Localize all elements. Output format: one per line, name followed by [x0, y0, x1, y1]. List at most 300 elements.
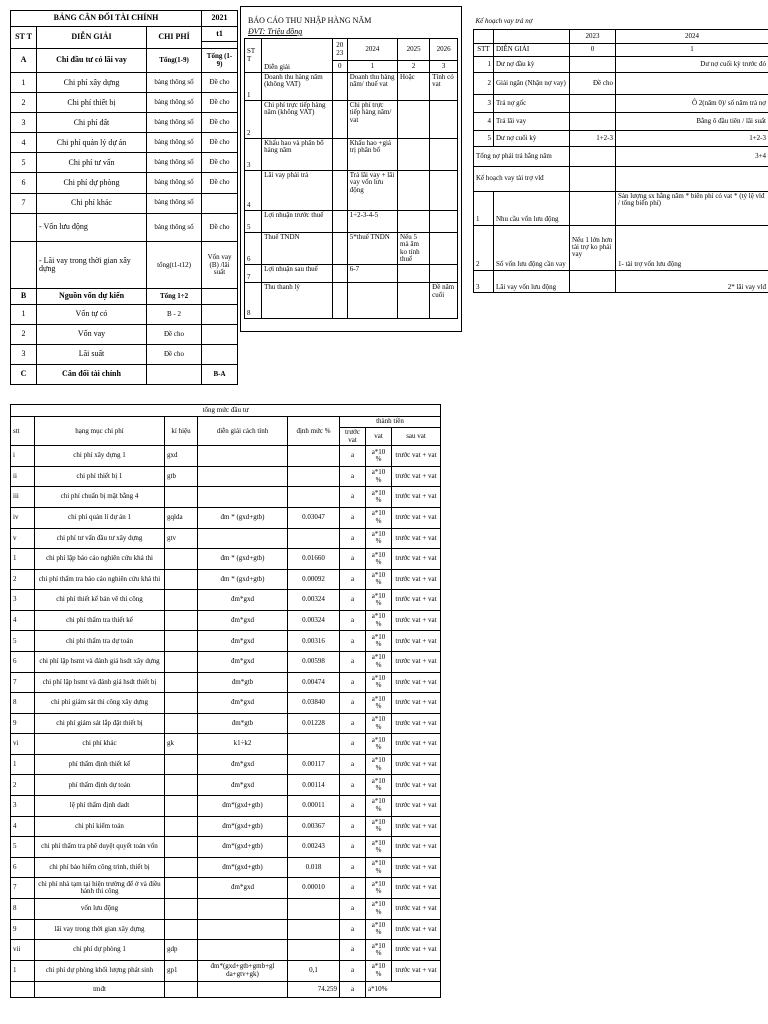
- loan-year-1: 2023: [570, 30, 616, 43]
- invest-dinhmuc-cell: 0.00011: [288, 796, 340, 817]
- invest-sauvat-cell: trước vat + vat: [392, 919, 441, 940]
- invest-vat-cell: a*10 %: [366, 569, 392, 590]
- invest-kihieu-cell: [165, 549, 198, 570]
- balance-value-cell: B-A: [202, 364, 238, 384]
- balance-stt-cell: [11, 242, 37, 289]
- invest-diengiai-cell: đm*gxd: [198, 754, 288, 775]
- invest-hangmuc-cell: chi phí xây dựng 1: [35, 446, 165, 467]
- balance-row: [11, 213, 238, 242]
- balance-diengiai-cell: Chi phí khác: [37, 193, 147, 213]
- invest-dinhmuc-cell: 0.03047: [288, 507, 340, 528]
- loan-2024-cell: 1+2-3: [616, 131, 768, 147]
- invest-sauvat-cell: trước vat + vat: [392, 693, 441, 714]
- loan-total-value: 3+4: [616, 147, 768, 167]
- invest-truocvat-cell: a: [340, 940, 366, 961]
- invest-diengiai-cell: [198, 898, 288, 919]
- invest-sauvat-cell: trước vat + vat: [392, 960, 441, 981]
- income-diengiai-cell: Doanh thu hàng năm (không VAT): [262, 73, 333, 101]
- balance-diengiai-cell: Chi phí quản lý dự án: [37, 133, 147, 153]
- invest-vat-cell: a*10 %: [366, 857, 392, 878]
- invest-diengiai-cell: đm*gtb: [198, 672, 288, 693]
- loan-vld-2024-cell: 2* lãi vay vlđ: [616, 270, 768, 292]
- invest-truocvat-cell: a: [340, 672, 366, 693]
- invest-dinhmuc-cell: 0.00243: [288, 837, 340, 858]
- income-2024-cell: Trả lãi vay + lãi vay vốn lưu động: [347, 171, 397, 211]
- balance-chiphi-cell: bảng thông số: [147, 133, 202, 153]
- invest-row: [11, 651, 441, 672]
- loan-diengiai-header: DIỄN GIẢI: [494, 43, 570, 56]
- loan-vld-stt-cell: 1: [474, 191, 494, 225]
- income-2025-cell: [398, 171, 430, 211]
- income-idx-2: 2: [398, 61, 430, 73]
- invest-kihieu-cell: gqlda: [165, 507, 198, 528]
- income-row: [245, 233, 458, 265]
- balance-chiphi-cell: bảng thông số: [147, 193, 202, 213]
- loan-vld-row: [474, 270, 768, 292]
- invest-stt-cell: 6: [11, 651, 35, 672]
- invest-dinhmuc-cell: [288, 528, 340, 549]
- invest-truocvat-cell: a: [340, 857, 366, 878]
- invest-sauvat-cell: trước vat + vat: [392, 507, 441, 528]
- investment-title: tổng mức đầu tư: [11, 405, 441, 417]
- invest-kihieu-cell: [165, 837, 198, 858]
- balance-diengiai-cell: Lãi suất: [37, 344, 147, 364]
- income-2023-cell: [332, 171, 347, 211]
- invest-vat-cell: a*10 %: [366, 796, 392, 817]
- loan-stt-cell: 5: [474, 131, 494, 147]
- balance-row: [11, 48, 238, 72]
- invest-dinhmuc-cell: 0.00114: [288, 775, 340, 796]
- invest-truocvat-cell: a: [340, 610, 366, 631]
- invest-stt-cell: iv: [11, 507, 35, 528]
- invest-truocvat-cell: a: [340, 446, 366, 467]
- income-2026-cell: [430, 233, 458, 265]
- balance-t1-header: t1: [202, 26, 238, 42]
- invest-diengiai-cell: đm*gtb: [198, 713, 288, 734]
- income-row: [245, 73, 458, 101]
- balance-stt-cell: [11, 213, 37, 242]
- invest-vat-cell: a*10 %: [366, 672, 392, 693]
- income-stt-cell: 3: [245, 139, 262, 171]
- balance-value-cell: [202, 304, 238, 324]
- invest-row: [11, 631, 441, 652]
- invest-truocvat-header: trước vat: [340, 427, 366, 445]
- balance-diengiai-cell: Vốn vay: [37, 324, 147, 344]
- loan-row: [474, 57, 768, 73]
- invest-footer-dinhmuc: 74.259: [288, 981, 340, 997]
- income-idx-1: 1: [347, 61, 397, 73]
- income-stt-cell: 2: [245, 101, 262, 139]
- balance-row: [11, 304, 238, 324]
- invest-hangmuc-cell: chi phí thẩm tra phê duyệt quyết toán vốn: [35, 837, 165, 858]
- loan-2023-cell: [570, 113, 616, 131]
- invest-hangmuc-header: hạng mục chi phí: [35, 417, 165, 446]
- loan-stt-cell: 2: [474, 72, 494, 94]
- balance-blank-cell: [202, 42, 238, 49]
- income-diengiai-cell: Lãi vay phải trả: [262, 171, 333, 211]
- balance-sheet-block: [10, 10, 237, 385]
- balance-row: [11, 364, 238, 384]
- invest-vat-cell: a*10 %: [366, 631, 392, 652]
- income-2023-cell: [332, 101, 347, 139]
- invest-kihieu-cell: gdp: [165, 940, 198, 961]
- invest-stt-cell: 8: [11, 693, 35, 714]
- invest-truocvat-cell: a: [340, 754, 366, 775]
- invest-vat-cell: a*10 %: [366, 446, 392, 467]
- invest-diengiai-cell: đm*gxd: [198, 693, 288, 714]
- loan-diengiai-cell: Dư nợ đầu kỳ: [494, 57, 570, 73]
- invest-vat-cell: a*10 %: [366, 507, 392, 528]
- invest-sauvat-header: sau vat: [392, 427, 441, 445]
- invest-stt-cell: iii: [11, 487, 35, 508]
- invest-diengiai-cell: [198, 446, 288, 467]
- loan-vld-2023-cell: Nếu 1 lớn hơn tài trợ ko phải vay: [570, 225, 616, 270]
- balance-row: [11, 242, 238, 289]
- income-year-2: 2025: [398, 39, 430, 61]
- loan-vld-stt-cell: 2: [474, 225, 494, 270]
- invest-footer-vat: a*10%: [366, 981, 441, 997]
- invest-truocvat-cell: a: [340, 796, 366, 817]
- invest-kihieu-cell: [165, 631, 198, 652]
- invest-vat-cell: a*10 %: [366, 590, 392, 611]
- invest-stt-cell: ii: [11, 466, 35, 487]
- invest-vat-cell: a*10 %: [366, 610, 392, 631]
- invest-sauvat-cell: trước vat + vat: [392, 857, 441, 878]
- invest-kihieu-cell: gtv: [165, 528, 198, 549]
- balance-diengiai-cell: Chi phí dự phòng: [37, 173, 147, 193]
- income-2024-cell: 6-7: [347, 265, 397, 283]
- loan-stt-cell: 3: [474, 95, 494, 113]
- invest-diengiai-cell: đm*gxd: [198, 631, 288, 652]
- loan-blank-cell: [570, 167, 616, 192]
- balance-row: [11, 113, 238, 133]
- invest-stt-cell: 3: [11, 796, 35, 817]
- balance-row: [11, 93, 238, 113]
- invest-kihieu-cell: [165, 651, 198, 672]
- invest-stt-cell: 9: [11, 713, 35, 734]
- income-title: BÁO CÁO THU NHẬP HÀNG NĂM: [248, 16, 372, 25]
- balance-value-cell: [202, 344, 238, 364]
- invest-diengiai-cell: đm*(gxd+gtb): [198, 816, 288, 837]
- income-2025-cell: [398, 265, 430, 283]
- income-row: [245, 139, 458, 171]
- invest-diengiai-cell: đm*(gxd+gtb): [198, 796, 288, 817]
- invest-vat-cell: a*10 %: [366, 651, 392, 672]
- income-stt-cell: 8: [245, 283, 262, 319]
- invest-vat-cell: a*10 %: [366, 528, 392, 549]
- invest-row: [11, 528, 441, 549]
- balance-sheet-table: [10, 10, 238, 385]
- invest-kihieu-cell: gtb: [165, 466, 198, 487]
- loan-blank-cell: [474, 30, 494, 43]
- invest-truocvat-cell: a: [340, 960, 366, 981]
- invest-vat-cell: a*10 %: [366, 549, 392, 570]
- invest-footer-label: tmđt: [35, 981, 165, 997]
- investment-table: [10, 404, 441, 998]
- income-2023-cell: [332, 283, 347, 319]
- invest-stt-cell: 2: [11, 775, 35, 796]
- income-stt-cell: 5: [245, 211, 262, 233]
- balance-value-cell: Đề cho: [202, 133, 238, 153]
- invest-dinhmuc-cell: 0.00092: [288, 569, 340, 590]
- invest-hangmuc-cell: chi phí tư vấn đầu tư xây dựng: [35, 528, 165, 549]
- invest-sauvat-cell: trước vat + vat: [392, 549, 441, 570]
- invest-hangmuc-cell: chi phí kiểm toán: [35, 816, 165, 837]
- invest-dinhmuc-cell: 0.00324: [288, 590, 340, 611]
- balance-row: [11, 344, 238, 364]
- invest-hangmuc-cell: chi phí bảo hiểm công trình, thiết bị: [35, 857, 165, 878]
- invest-dinhmuc-cell: 0.00117: [288, 754, 340, 775]
- income-diengiai-cell: Lợi nhuận sau thuế: [262, 265, 333, 283]
- loan-vld-diengiai-cell: Lãi vay vốn lưu động: [494, 270, 570, 292]
- loan-row: [474, 113, 768, 131]
- invest-sauvat-cell: trước vat + vat: [392, 734, 441, 755]
- invest-vat-cell: a*10 %: [366, 775, 392, 796]
- invest-sauvat-cell: trước vat + vat: [392, 590, 441, 611]
- income-row: [245, 265, 458, 283]
- invest-truocvat-cell: a: [340, 528, 366, 549]
- invest-hangmuc-cell: chi phí giám sát lắp đặt thiết bị: [35, 713, 165, 734]
- invest-stt-cell: 7: [11, 672, 35, 693]
- invest-row: [11, 837, 441, 858]
- loan-diengiai-cell: Trả lãi vay: [494, 113, 570, 131]
- invest-dinhmuc-cell: 0.03840: [288, 693, 340, 714]
- invest-hangmuc-cell: chi phí dự phòng 1: [35, 940, 165, 961]
- income-year-0: 20 23: [332, 39, 347, 61]
- invest-sauvat-cell: trước vat + vat: [392, 487, 441, 508]
- invest-row: [11, 878, 441, 899]
- invest-blank-cell: [198, 981, 288, 997]
- invest-diengiai-cell: đm * (gxd+gtb): [198, 549, 288, 570]
- balance-value-cell: Đề cho: [202, 93, 238, 113]
- invest-truocvat-cell: a: [340, 837, 366, 858]
- invest-sauvat-cell: trước vat + vat: [392, 837, 441, 858]
- balance-stt-cell: 7: [11, 193, 37, 213]
- balance-chiphi-cell: bảng thông số: [147, 173, 202, 193]
- loan-blank-cell: [494, 30, 570, 43]
- invest-dinhmuc-cell: 0,1: [288, 960, 340, 981]
- invest-truocvat-cell: a: [340, 590, 366, 611]
- balance-diengiai-cell: - Lãi vay trong thời gian xây dựng: [37, 242, 147, 289]
- invest-stt-cell: i: [11, 446, 35, 467]
- invest-diengiai-header: diễn giải cách tính: [198, 417, 288, 446]
- invest-diengiai-cell: đm*(gxd+gtb): [198, 857, 288, 878]
- income-2026-cell: [430, 171, 458, 211]
- loan-2023-cell: 1+2-3: [570, 131, 616, 147]
- invest-dinhmuc-cell: 0.00474: [288, 672, 340, 693]
- balance-diengiai-header: DIỄN GIẢI: [37, 26, 147, 48]
- invest-hangmuc-cell: phí thẩm định dự toán: [35, 775, 165, 796]
- balance-diengiai-cell: Chi phí thiết bị: [37, 93, 147, 113]
- invest-sauvat-cell: trước vat + vat: [392, 569, 441, 590]
- balance-chiphi-cell: tổng(t1-t12): [147, 242, 202, 289]
- invest-stt-cell: 8: [11, 898, 35, 919]
- invest-truocvat-cell: a: [340, 878, 366, 899]
- balance-chiphi-cell: Tổng 1÷2: [147, 289, 202, 305]
- invest-vat-header: vat: [366, 427, 392, 445]
- loan-row: [474, 131, 768, 147]
- income-2024-cell: 5*thuế TNDN: [347, 233, 397, 265]
- loan-stt-header: STT: [474, 43, 494, 56]
- income-diengiai-header: Diễn giải: [262, 39, 333, 73]
- loan-diengiai-cell: Dư nợ cuối kỳ: [494, 131, 570, 147]
- balance-diengiai-cell: - Vốn lưu động: [37, 213, 147, 242]
- invest-hangmuc-cell: chi phí dự phòng khối lượng phát sinh: [35, 960, 165, 981]
- income-unit: ĐVT: Triệu đồng: [248, 27, 303, 36]
- balance-stt-cell: 1: [11, 73, 37, 93]
- invest-row: [11, 754, 441, 775]
- invest-truocvat-cell: a: [340, 713, 366, 734]
- invest-vat-cell: a*10 %: [366, 754, 392, 775]
- income-stt-cell: 7: [245, 265, 262, 283]
- loan-vld-diengiai-cell: Nhu cầu vốn lưu động: [494, 191, 570, 225]
- income-row: [245, 211, 458, 233]
- balance-year-header: 2021: [202, 11, 238, 27]
- invest-vat-cell: a*10 %: [366, 466, 392, 487]
- invest-kihieu-cell: gk: [165, 734, 198, 755]
- invest-truocvat-cell: a: [340, 569, 366, 590]
- invest-kihieu-header: kí hiệu: [165, 417, 198, 446]
- balance-stt-cell: 3: [11, 113, 37, 133]
- invest-row: [11, 693, 441, 714]
- loan-2024-cell: Ô 2(năm 0)/ số năm trả nợ: [616, 95, 768, 113]
- income-stt-header: ST T: [245, 39, 262, 73]
- loan-vld-2023-cell: [570, 270, 616, 292]
- invest-dinhmuc-cell: [288, 898, 340, 919]
- invest-sauvat-cell: trước vat + vat: [392, 610, 441, 631]
- invest-stt-cell: vii: [11, 940, 35, 961]
- invest-dinhmuc-cell: [288, 734, 340, 755]
- loan-vld-2024-cell: 1- tài trợ vốn lưu động: [616, 225, 768, 270]
- invest-dinhmuc-cell: [288, 919, 340, 940]
- income-report-table: [244, 38, 458, 319]
- income-2025-cell: Nếu 5 mà âm ko tính thuế: [398, 233, 430, 265]
- invest-sauvat-cell: trước vat + vat: [392, 796, 441, 817]
- invest-row: [11, 590, 441, 611]
- invest-sauvat-cell: trước vat + vat: [392, 754, 441, 775]
- loan-vld-title: Kế hoạch vay tài trợ vlđ: [474, 167, 570, 192]
- invest-dinhmuc-cell: 0.00324: [288, 610, 340, 631]
- invest-dinhmuc-cell: 0.01228: [288, 713, 340, 734]
- balance-value-cell: Đề cho: [202, 113, 238, 133]
- invest-vat-cell: a*10 %: [366, 878, 392, 899]
- balance-value-cell: Đề cho: [202, 173, 238, 193]
- invest-kihieu-cell: [165, 754, 198, 775]
- invest-kihieu-cell: [165, 590, 198, 611]
- invest-truocvat-cell: a: [340, 651, 366, 672]
- loan-2024-cell: Dư nợ cuối kỳ trước đó: [616, 57, 768, 73]
- income-row: [245, 171, 458, 211]
- balance-value-cell: Đề cho: [202, 213, 238, 242]
- invest-hangmuc-cell: chi phí khác: [35, 734, 165, 755]
- balance-value-cell: Đề cho: [202, 73, 238, 93]
- income-diengiai-cell: Lợi nhuận trước thuế: [262, 211, 333, 233]
- income-2024-cell: Khấu hao +giá trị phân bổ: [347, 139, 397, 171]
- invest-truocvat-cell: a: [340, 919, 366, 940]
- invest-row: [11, 940, 441, 961]
- invest-hangmuc-cell: chi phí lập hsmt và đánh giá hsdt xây dựng: [35, 651, 165, 672]
- income-2023-cell: [332, 139, 347, 171]
- loan-diengiai-cell: Giải ngân (Nhận nợ vay): [494, 72, 570, 94]
- loan-stt-cell: 1: [474, 57, 494, 73]
- balance-chiphi-cell: Tổng(1-9): [147, 48, 202, 72]
- invest-kihieu-cell: [165, 898, 198, 919]
- invest-vat-cell: a*10 %: [366, 713, 392, 734]
- income-idx-3: 3: [430, 61, 458, 73]
- invest-diengiai-cell: đm*gxd: [198, 878, 288, 899]
- invest-sauvat-cell: trước vat + vat: [392, 775, 441, 796]
- invest-row: [11, 857, 441, 878]
- balance-stt-cell: A: [11, 48, 37, 72]
- invest-row: [11, 487, 441, 508]
- balance-row: [11, 324, 238, 344]
- invest-stt-cell: 7: [11, 878, 35, 899]
- invest-truocvat-cell: a: [340, 693, 366, 714]
- invest-stt-cell: 4: [11, 610, 35, 631]
- invest-row: [11, 898, 441, 919]
- invest-sauvat-cell: trước vat + vat: [392, 631, 441, 652]
- invest-row: [11, 775, 441, 796]
- balance-chiphi-cell: [147, 364, 202, 384]
- balance-row: [11, 73, 238, 93]
- balance-stt-cell: 1: [11, 304, 37, 324]
- balance-stt-cell: 6: [11, 173, 37, 193]
- balance-stt-cell: 3: [11, 344, 37, 364]
- investment-block: [10, 404, 440, 998]
- invest-diengiai-cell: [198, 919, 288, 940]
- invest-hangmuc-cell: phí thẩm định thiết kế: [35, 754, 165, 775]
- loan-2024-cell: Bằng ô đầu tiên / lãi suất: [616, 113, 768, 131]
- invest-vat-cell: a*10 %: [366, 734, 392, 755]
- invest-diengiai-cell: đm*gxd: [198, 590, 288, 611]
- income-diengiai-cell: Thu thanh lý: [262, 283, 333, 319]
- invest-kihieu-cell: [165, 857, 198, 878]
- balance-title: BẢNG CÂN ĐỐI TÀI CHÍNH: [11, 11, 202, 27]
- income-idx-0: 0: [332, 61, 347, 73]
- invest-vat-cell: a*10 %: [366, 837, 392, 858]
- income-2023-cell: [332, 211, 347, 233]
- invest-kihieu-cell: [165, 713, 198, 734]
- balance-diengiai-cell: Chi phí tư vấn: [37, 153, 147, 173]
- invest-kihieu-cell: [165, 610, 198, 631]
- invest-row: [11, 734, 441, 755]
- invest-hangmuc-cell: lãi vay trong thời gian xây dựng: [35, 919, 165, 940]
- invest-hangmuc-cell: chi phí lập báo cáo nghiên cứu khả thi: [35, 549, 165, 570]
- loan-vld-diengiai-cell: Số vốn lưu động cần vay: [494, 225, 570, 270]
- invest-stt-cell: 1: [11, 960, 35, 981]
- loan-diengiai-cell: Trả nợ gốc: [494, 95, 570, 113]
- invest-stt-cell: v: [11, 528, 35, 549]
- loan-2024-cell: [616, 72, 768, 94]
- loan-vld-2024-cell: Sản lượng sx hằng năm * biên phí có vat * (tỷ lệ vlđ / tổng biến phí): [616, 191, 768, 225]
- invest-hangmuc-cell: chi phí thiết kế bản vẽ thi công: [35, 590, 165, 611]
- balance-chiphi-cell: B - 2: [147, 304, 202, 324]
- invest-hangmuc-cell: chi phí nhà tạm tại hiện trường để ở và điều hành thi công: [35, 878, 165, 899]
- invest-hangmuc-cell: vốn lưu động: [35, 898, 165, 919]
- income-2025-cell: [398, 139, 430, 171]
- invest-dinhmuc-cell: 0.00367: [288, 816, 340, 837]
- invest-stt-cell: 9: [11, 919, 35, 940]
- income-2025-cell: [398, 283, 430, 319]
- invest-blank-cell: [165, 981, 198, 997]
- invest-hangmuc-cell: chi phí chuẩn bị mặt bằng 4: [35, 487, 165, 508]
- invest-truocvat-cell: a: [340, 775, 366, 796]
- income-2025-cell: [398, 211, 430, 233]
- invest-sauvat-cell: trước vat + vat: [392, 898, 441, 919]
- income-year-3: 2026: [430, 39, 458, 61]
- invest-kihieu-cell: gxd: [165, 446, 198, 467]
- loan-plan-block: [473, 10, 768, 295]
